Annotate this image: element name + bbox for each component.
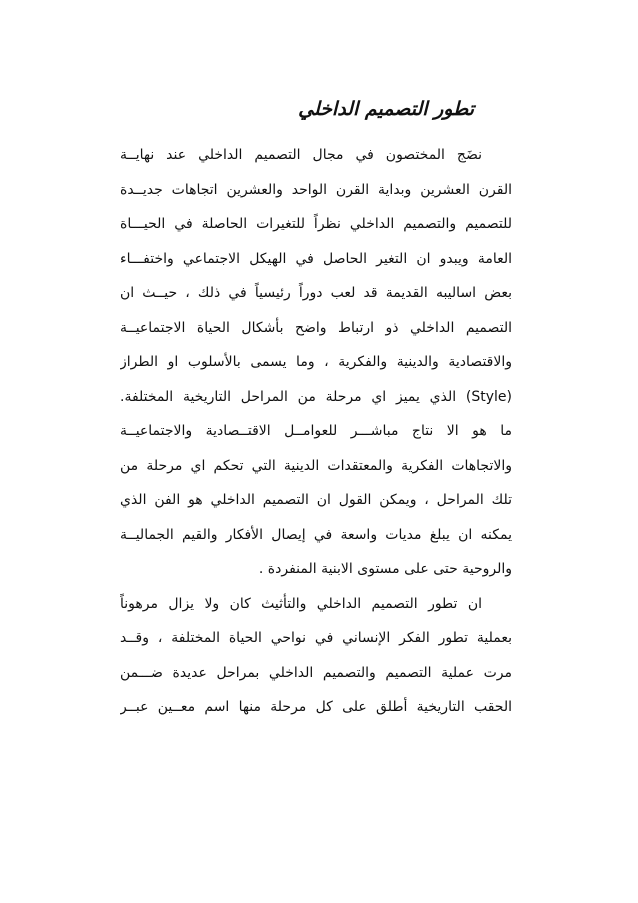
text-line: الحقب التاريخية أطلق على كل مرحلة منها اسم معــين عبــر (120, 699, 512, 715)
text-line: مرت عملية التصميم والتصميم الداخلي بمراحل عديدة ضـــمن (120, 664, 512, 681)
text-line: يمكنه ان يبلغ مديات واسعة في إيصال الأفكار والقيم الجماليــة (120, 526, 512, 543)
text-line: (Style) الذي يميز اي مرحلة من المراحل التاريخية المختلفة. (120, 388, 512, 405)
text-line: نضَج المختصون في مجال التصميم الداخلي عند نهايــة (120, 147, 482, 163)
text-line: والروحية حتى على مستوى الابنية المنفردة . (258, 561, 512, 577)
text-line: التصميم الداخلي ذو ارتباط واضح بأشكال الحياة الاجتماعيــة (120, 319, 512, 336)
text-line: والاتجاهات الفكرية والمعتقدات الدينية التي تحكم اي مرحلة من (120, 457, 512, 474)
text-line: ما هو الا نتاج مباشـــر للعوامــل الاقتــصادية والاجتماعيــة (120, 423, 512, 439)
text-line: العامة ويبدو ان التغير الحاصل في الهيكل الاجتماعي واختفـــاء (120, 250, 512, 267)
section-heading: تطور التصميم الداخلي (298, 98, 474, 120)
paragraph-1 (120, 138, 512, 587)
body-text (120, 138, 512, 725)
text-line: بعض اساليبه القديمة قد لعب دوراً رئيسياً في ذلك ، حيــث ان (120, 285, 512, 301)
text-line: تلك المراحل ، ويمكن القول ان التصميم الداخلي هو الفن الذي (120, 492, 512, 508)
text-line: القرن العشرين وبداية القرن الواحد والعشرين اتجاهات جديــدة (120, 181, 512, 198)
text-line: للتصميم والتصميم الداخلي نظراً للتغيرات الحاصلة في الحيـــاة (120, 216, 512, 232)
text-line: والاقتصادية والدينية والفكرية ، وما يسمى بالأسلوب او الطراز (120, 354, 512, 370)
text-line: ان تطور التصميم الداخلي والتأثيث كان ولا يزال مرهوناً (120, 595, 482, 612)
paragraph-2 (120, 587, 512, 725)
text-line: بعملية تطور الفكر الإنساني في نواحي الحياة المختلفة ، وقــد (120, 630, 512, 646)
